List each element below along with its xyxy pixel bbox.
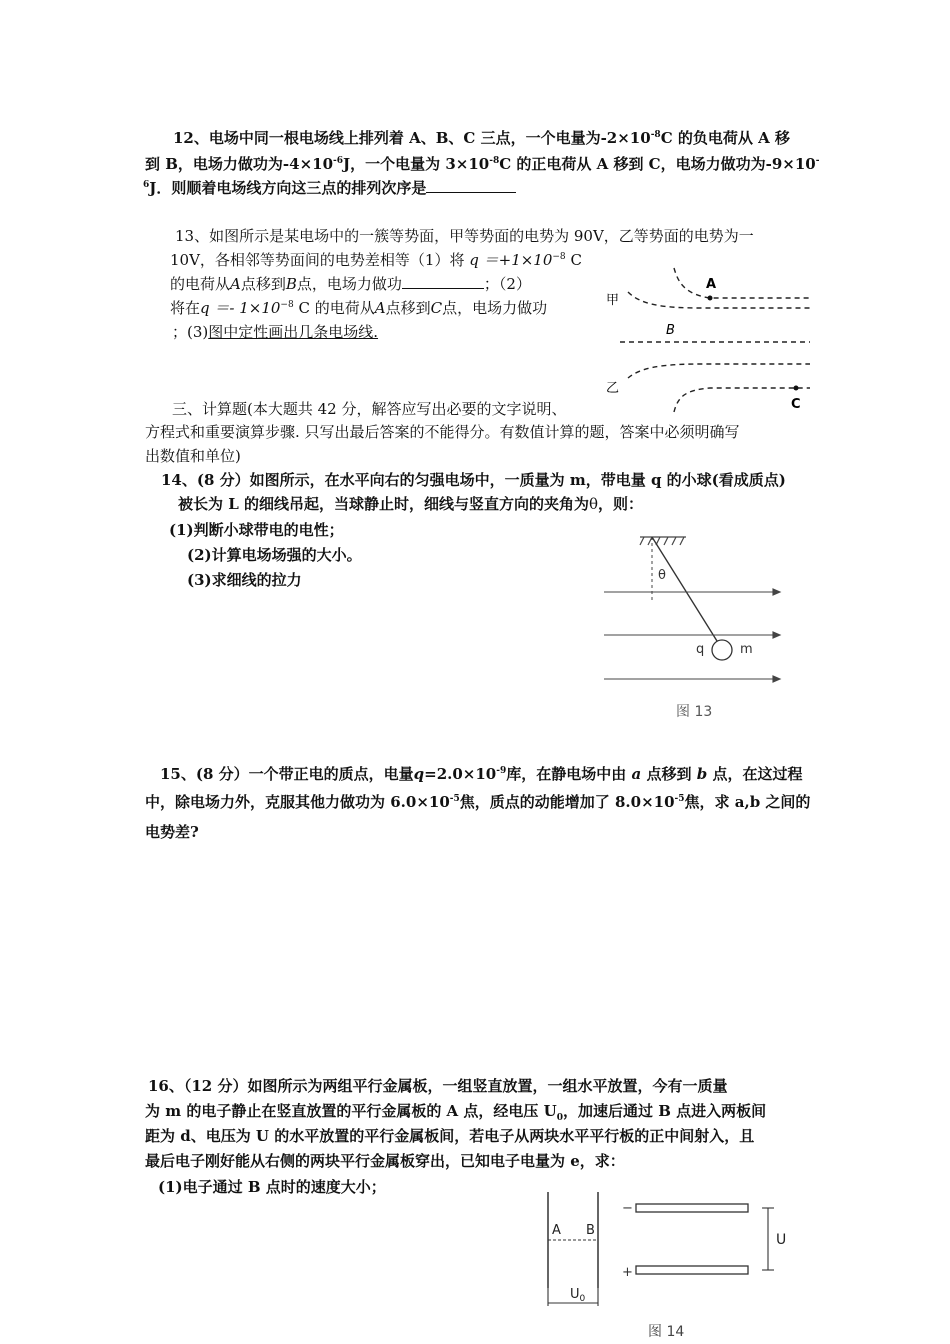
q13-line5: ；(3)图中定性画出几条电场线.: [172, 323, 379, 341]
plus-sign: +: [622, 1265, 633, 1280]
equipotential-line-jia: [628, 292, 810, 308]
q16-line2: 为 m 的电子静止在竖直放置的平行金属板的 A 点，经电压 $U_0$，加速后通过 B 点进入两板间: [145, 1102, 767, 1123]
q12-line1: 12、电场中同一根电场线上排列着 A、B、C 三点，一个电量为$-2\times 10^{-8}C$ 的负电荷从 A 移: [173, 129, 790, 147]
fig13-caption: 图 13: [676, 704, 713, 720]
fig14-caption: 图 14: [648, 1324, 685, 1340]
thread: [652, 537, 717, 641]
answer-blank: [402, 272, 484, 289]
equipotential-figure: [600, 262, 812, 414]
equipotential-line-top: [674, 268, 810, 298]
theta-label: θ: [658, 568, 666, 583]
q13-line2: 10V，各相邻等势面间的电势差相等（1）将 $q =+1\times 10^{-8}$ C: [170, 251, 582, 269]
section3-line2: 方程式和重要演算步骤. 只写出最后答案的不能得分。有数值计算的题，答案中必须明确写: [145, 423, 740, 441]
q15-line1: 15、(8 分）一个带正电的质点，电量$q=2.0\times 10^{-9}$库，在静电场中由 a 点移到 b 点，在这过程: [160, 765, 803, 783]
point-c-dot: [794, 386, 799, 391]
q16-subq1: (1)电子通过 B 点时的速度大小；: [158, 1178, 386, 1196]
label-a: A: [706, 277, 717, 292]
point-a-dot: [708, 296, 713, 301]
label-b: B: [586, 1223, 595, 1238]
label-b: B: [666, 323, 675, 338]
section3-line3: 出数值和单位): [145, 447, 241, 465]
q14-subq2: (2)计算电场场强的大小。: [187, 546, 362, 564]
q14-line1: 14、(8 分）如图所示，在水平向右的匀强电场中，一质量为 m，带电量 q 的小球(看成质点): [161, 471, 786, 489]
q16-line3: 距为 d、电压为 U 的水平放置的平行金属板间，若电子从两块水平平行板的正中间射入，且: [145, 1127, 755, 1145]
label-jia: 甲: [606, 293, 620, 308]
parallel-plates-figure: [540, 1190, 802, 1340]
q13-line3: 的电荷从A点移到B点，电场力做功 ；（2）: [170, 272, 531, 297]
q15-line2: 中，除电场力外，克服其他力做功为 $6.0\times 10^{-5}$焦，质点的动能增加了 $8.0\times 10^{-5}$焦，求 a,b 之间的: [145, 793, 811, 811]
q16-line4: 最后电子刚好能从右侧的两块平行金属板穿出，已知电子电量为 e，求：: [145, 1152, 625, 1170]
q13-line1: 13、如图所示是某电场中的一簇等势面，甲等势面的电势为 90V，乙等势面的电势为一: [175, 227, 754, 245]
q13-line4: 将在$q =- 1\times 10^{-8}$ C 的电荷从A点移到C点，电场力做功: [170, 299, 548, 317]
q14-subq1: (1)判断小球带电的电性；: [169, 521, 344, 539]
pendulum-figure: [600, 525, 790, 725]
q14-subq3: (3)求细线的拉力: [187, 571, 302, 589]
q-label: q: [696, 642, 705, 657]
label-c: C: [791, 397, 801, 412]
lower-plate: [636, 1266, 748, 1274]
m-label: m: [740, 642, 753, 657]
label-yi: 乙: [606, 381, 620, 396]
q16-line1: 16、（12 分）如图所示为两组平行金属板，一组竖直放置，一组水平放置，今有一质量: [148, 1077, 728, 1095]
label-a: A: [552, 1223, 561, 1238]
upper-plate: [636, 1204, 748, 1212]
equipotential-line-yi: [628, 364, 810, 378]
q15-line3: 电势差?: [145, 823, 199, 841]
minus-sign: −: [622, 1201, 633, 1216]
q12-line2: 到 B，电场力做功为$-4\times 10^{-6}J$，一个电量为 $3\times 10^{-8}C$ 的正电荷从 A 移到 C，电场力做功为-9×10-: [145, 155, 820, 173]
label-u: U: [776, 1232, 787, 1248]
answer-blank: [426, 176, 516, 193]
q12-line3: $^6$J．则顺着电场线方向这三点的排列次序是: [143, 176, 516, 201]
q14-line2: 被长为 L 的细线吊起，当球静止时，细线与竖直方向的夹角为θ，则：: [178, 495, 644, 513]
section3-line1: 三、计算题(本大题共 42 分，解答应写出必要的文字说明、: [172, 400, 567, 418]
ball: [712, 640, 732, 660]
label-u0: $U_0$: [570, 1287, 586, 1304]
equipotential-line-bottom: [674, 388, 810, 412]
